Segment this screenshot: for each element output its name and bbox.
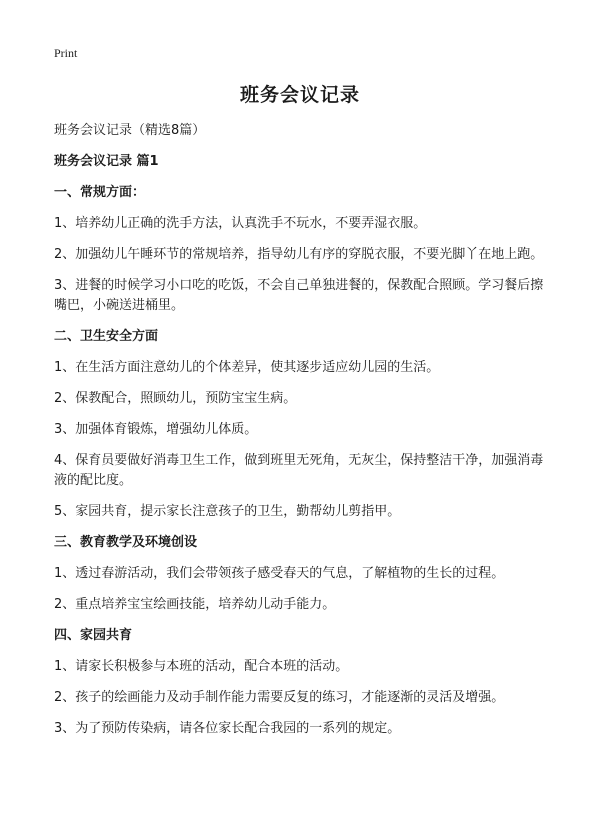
document-body bbox=[54, 121, 550, 750]
list-item: 3、进餐的时候学习小口吃的吃饭，不会自己单独进餐的，保教配合照顾。学习餐后擦嘴巴，小碗送进桶里。 bbox=[54, 278, 544, 313]
section-heading: 一、常规方面： bbox=[54, 185, 146, 200]
section-heading: 三、教育教学及环境创设 bbox=[54, 535, 198, 550]
list-item: 1、请家长积极参与本班的活动，配合本班的活动。 bbox=[54, 659, 349, 674]
list-item: 3、加强体育锻炼，增强幼儿体质。 bbox=[54, 422, 258, 437]
list-item: 2、加强幼儿午睡环节的常规培养，指导幼儿有序的穿脱衣服，不要光脚丫在地上跑。 bbox=[54, 247, 544, 262]
list-item: 3、为了预防传染病，请各位家长配合我园的一系列的规定。 bbox=[54, 721, 401, 736]
list-item: 4、保育员要做好消毒卫生工作，做到班里无死角，无灰尘，保持整洁干净，加强消毒液的配比度。 bbox=[54, 453, 544, 488]
list-item: 2、重点培养宝宝绘画技能，培养幼儿动手能力。 bbox=[54, 597, 336, 612]
list-item: 2、孩子的绘画能力及动手制作能力需要反复的练习，才能逐渐的灵活及增强。 bbox=[54, 690, 505, 705]
part-heading: 班务会议记录 篇1 bbox=[54, 154, 159, 169]
list-item: 1、在生活方面注意幼儿的个体差异，使其逐步适应幼儿园的生活。 bbox=[54, 360, 440, 375]
section-heading: 四、家园共育 bbox=[54, 628, 133, 643]
print-link[interactable]: Print bbox=[54, 46, 78, 60]
page-title: 班务会议记录 bbox=[239, 84, 360, 106]
list-item: 2、保教配合，照顾幼儿，预防宝宝生病。 bbox=[54, 391, 297, 406]
list-item: 1、培养幼儿正确的洗手方法，认真洗手不玩水，不要弄湿衣服。 bbox=[54, 216, 427, 231]
document-subtitle: 班务会议记录（精选8篇） bbox=[54, 123, 206, 138]
section-heading: 二、卫生安全方面 bbox=[54, 329, 159, 344]
list-item: 5、家园共育，提示家长注意孩子的卫生，勤帮幼儿剪指甲。 bbox=[54, 504, 401, 519]
list-item: 1、透过春游活动，我们会带领孩子感受春天的气息，了解植物的生长的过程。 bbox=[54, 566, 505, 581]
